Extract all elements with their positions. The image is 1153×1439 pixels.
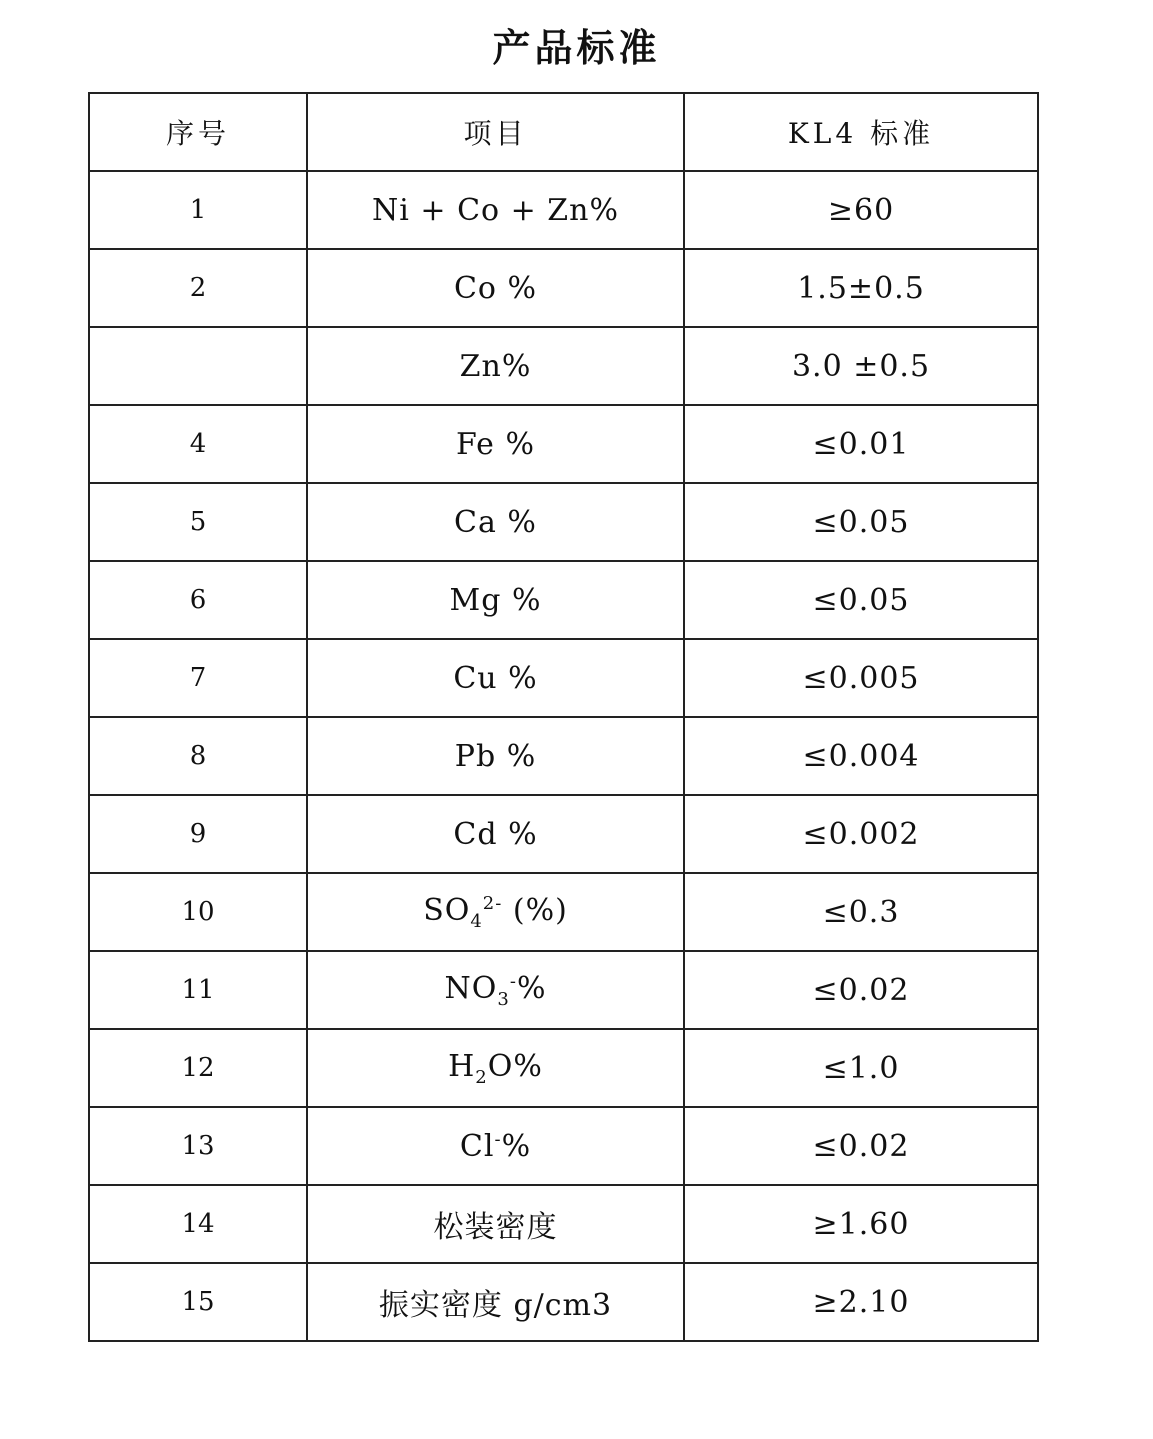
table-row — [89, 1029, 1038, 1107]
formula-rest: O% — [487, 1048, 543, 1084]
row-item: Pb % — [307, 717, 684, 795]
table-row — [89, 561, 1038, 639]
table-row — [89, 639, 1038, 717]
row-standard: ≤0.05 — [684, 561, 1038, 639]
row-no: 8 — [89, 717, 307, 795]
row-item — [307, 951, 684, 1029]
table-row — [89, 249, 1038, 327]
header-no: 序号 — [89, 93, 307, 171]
formula-subscript: 4 — [470, 910, 483, 932]
row-standard: ≤0.05 — [684, 483, 1038, 561]
row-item: 松装密度 — [307, 1185, 684, 1263]
row-standard: ≥1.60 — [684, 1185, 1038, 1263]
row-item — [307, 873, 684, 951]
table-row — [89, 717, 1038, 795]
row-no: 2 — [89, 249, 307, 327]
page-title: 产品标准 — [492, 26, 661, 70]
formula-unit: % — [501, 1128, 532, 1164]
row-no: 7 — [89, 639, 307, 717]
table-row — [89, 171, 1038, 249]
row-no — [89, 327, 307, 405]
row-no: 13 — [89, 1107, 307, 1185]
formula-base: Cl — [459, 1128, 495, 1164]
row-item: Cu % — [307, 639, 684, 717]
row-item: Mg % — [307, 561, 684, 639]
row-item — [307, 1029, 684, 1107]
row-standard: ≤0.02 — [684, 951, 1038, 1029]
formula-unit: (%) — [502, 892, 568, 928]
row-no: 10 — [89, 873, 307, 951]
row-standard: ≤0.02 — [684, 1107, 1038, 1185]
table-row — [89, 483, 1038, 561]
row-standard: 1.5±0.5 — [684, 249, 1038, 327]
table-row — [89, 1107, 1038, 1185]
table-row — [89, 405, 1038, 483]
formula-base: SO — [423, 892, 471, 928]
row-no: 9 — [89, 795, 307, 873]
row-no: 14 — [89, 1185, 307, 1263]
row-no: 4 — [89, 405, 307, 483]
table-row — [89, 795, 1038, 873]
row-standard: ≤0.002 — [684, 795, 1038, 873]
row-standard: 3.0 ±0.5 — [684, 327, 1038, 405]
formula-base: H — [448, 1048, 476, 1084]
table-row — [89, 327, 1038, 405]
table-row — [89, 873, 1038, 951]
formula-subscript: 3 — [497, 988, 510, 1010]
formula-charge: 2- — [482, 892, 503, 914]
row-item: Ca % — [307, 483, 684, 561]
header-standard: KL4 标准 — [684, 93, 1038, 171]
row-no: 5 — [89, 483, 307, 561]
row-standard: ≤0.01 — [684, 405, 1038, 483]
row-no: 11 — [89, 951, 307, 1029]
row-standard: ≤0.004 — [684, 717, 1038, 795]
row-standard: ≤0.005 — [684, 639, 1038, 717]
row-standard: ≤1.0 — [684, 1029, 1038, 1107]
table-header-row — [89, 93, 1038, 171]
formula-subscript: 2 — [475, 1066, 488, 1088]
header-item: 项目 — [307, 93, 684, 171]
formula-charge: - — [509, 970, 517, 992]
row-no: 6 — [89, 561, 307, 639]
row-item: Fe % — [307, 405, 684, 483]
row-item — [307, 1107, 684, 1185]
row-standard: ≥2.10 — [684, 1263, 1038, 1341]
row-item: 振实密度 g/cm3 — [307, 1263, 684, 1341]
formula-base: NO — [444, 970, 498, 1006]
table-row — [89, 1185, 1038, 1263]
formula-unit: % — [516, 970, 547, 1006]
product-standard-table — [88, 92, 1039, 1342]
row-no: 1 — [89, 171, 307, 249]
row-standard: ≥60 — [684, 171, 1038, 249]
row-item: Zn% — [307, 327, 684, 405]
table-row — [89, 1263, 1038, 1341]
row-item: Ni + Co + Zn% — [307, 171, 684, 249]
row-no: 12 — [89, 1029, 307, 1107]
table-row — [89, 951, 1038, 1029]
row-item: Cd % — [307, 795, 684, 873]
row-item: Co % — [307, 249, 684, 327]
formula-charge: - — [494, 1128, 502, 1150]
row-no: 15 — [89, 1263, 307, 1341]
row-standard: ≤0.3 — [684, 873, 1038, 951]
